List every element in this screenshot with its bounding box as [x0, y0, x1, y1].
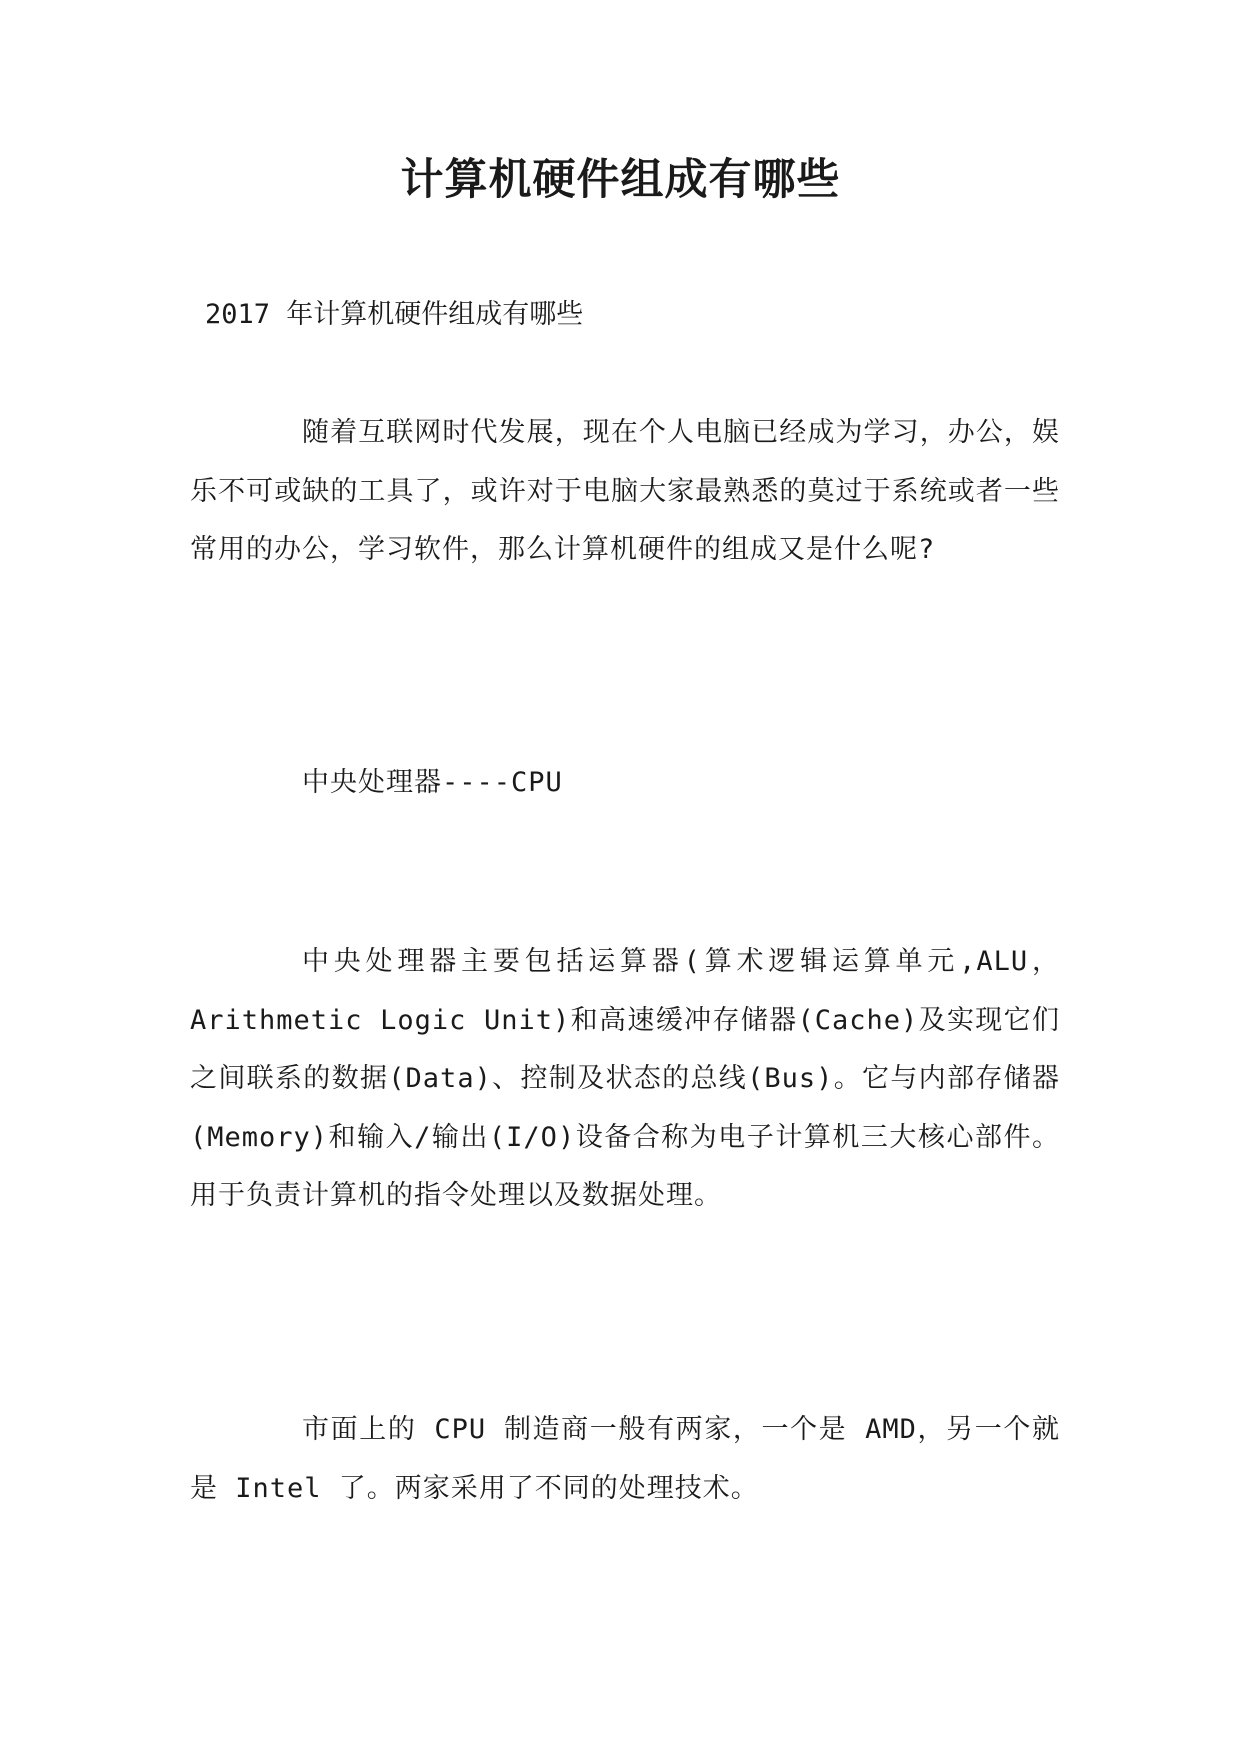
document-subtitle: 2017 年计算机硬件组成有哪些 — [205, 299, 584, 330]
paragraph-cpu-description: 中央处理器主要包括运算器(算术逻辑运算单元,ALU，Arithmetic Logic Unit)和高速缓冲存储器(Cache)及实现它们之间联系的数据(Data)、控制及状态的总线(Bus)。它与内部存储器(Memory)和输入/输出(I/O)设备合称为电子计算机三大核心部件。用于负责计算机的指令处理以及数据处理。 — [190, 946, 1060, 1211]
paragraph-cpu-manufacturers: 市面上的 CPU 制造商一般有两家，一个是 AMD，另一个就是 Intel 了。两家采用了不同的处理技术。 — [190, 1414, 1060, 1504]
paragraph-intro: 随着互联网时代发展，现在个人电脑已经成为学习，办公，娱乐不可或缺的工具了，或许对于电脑大家最熟悉的莫过于系统或者一些常用的办公，学习软件，那么计算机硬件的组成又是什么呢? — [190, 417, 1060, 565]
section-heading-cpu: 中央处理器----CPU — [302, 767, 563, 798]
document-title: 计算机硬件组成有哪些 — [400, 155, 841, 205]
